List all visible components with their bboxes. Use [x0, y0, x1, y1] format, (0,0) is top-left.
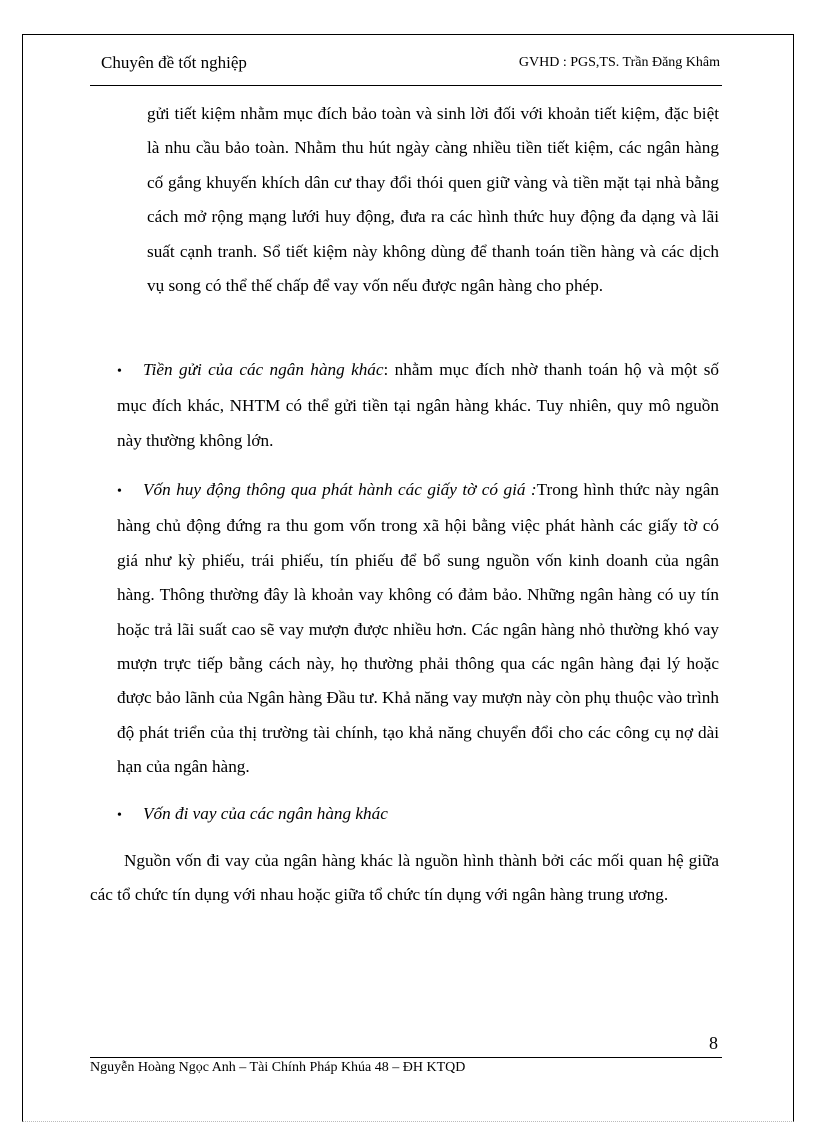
bullet-text: Trong hình thức này ngân hàng chủ động đứng ra thu gom vốn trong xã hội bằng việc phát hành các giấy tờ có giá như kỳ phiếu, trái phiếu, tín phiếu để bổ sung nguồn vốn kinh doanh của ngân hàng. Thông thường đây là khoản vay không có đảm bảo. Những ngân hàng có uy tín hoặc trả lãi suất cao sẽ vay mượn được nhiều hơn. Các ngân hàng nhỏ thường khó vay mượn trực tiếp bằng cách này, họ thường phải thông qua các ngân hàng đại lý hoặc được bảo lãnh của Ngân hàng Đầu tư. Khả năng vay mượn này còn phụ thuộc vào trình độ phát triển của thị trường tài chính, tạo khả năng chuyển đổi cho các công cụ nợ dài hạn của ngân hàng. [117, 480, 719, 777]
bullet-title: Vốn đi vay của các ngân hàng khác [143, 804, 388, 823]
bullet-icon: • [117, 364, 122, 379]
bullet-icon: • [117, 484, 122, 499]
footer-author: Nguyễn Hoàng Ngọc Anh – Tài Chính Pháp Khúa 48 – ĐH KTQD [90, 1060, 466, 1075]
bullet-text: : nhằm mục đích nhờ thanh toán hộ và một số mục đích khác, NHTM có thể gửi tiền tại ngân hàng khác. Tuy nhiên, quy mô nguồn này thường không lớn. [117, 360, 719, 450]
bullet-icon: • [117, 808, 122, 823]
bullet-item [117, 797, 719, 833]
bullet-item [117, 353, 719, 458]
header-divider [90, 85, 722, 86]
page-number: 8 [709, 1033, 718, 1053]
footer-divider [90, 1057, 722, 1058]
final-paragraph: Nguồn vốn đi vay của ngân hàng khác là nguồn hình thành bởi các mối quan hệ giữa các tổ chức tín dụng với nhau hoặc giữa tổ chức tín dụng với ngân hàng trung ương. [90, 851, 719, 905]
header-advisor: GVHD : PGS,TS. Trần Đăng Khâm [518, 55, 720, 70]
bullet-item [117, 473, 719, 785]
bullet-title: Vốn huy động thông qua phát hành các giấy tờ có giá : [143, 480, 537, 499]
continuation-paragraph: gửi tiết kiệm nhằm mục đích bảo toàn và sinh lời đối với khoản tiết kiệm, đặc biệt là nhu cầu bảo toàn. Nhằm thu hút ngày càng nhiều tiền tiết kiệm, các ngân hàng cố gắng khuyến khích dân cư thay đổi thói quen giữ vàng và tiền mặt tại nhà bằng cách mở rộng mạng lưới huy động, đưa ra các hình thức huy động đa dạng và lãi suất cạnh tranh. Sổ tiết kiệm này không dùng để thanh toán tiền hàng và các dịch vụ song có thể thế chấp để vay vốn nếu được ngân hàng cho phép. [147, 104, 719, 296]
header-title: Chuyên đề tốt nghiệp [101, 53, 247, 72]
bullet-title: Tiền gửi của các ngân hàng khác [143, 360, 384, 379]
